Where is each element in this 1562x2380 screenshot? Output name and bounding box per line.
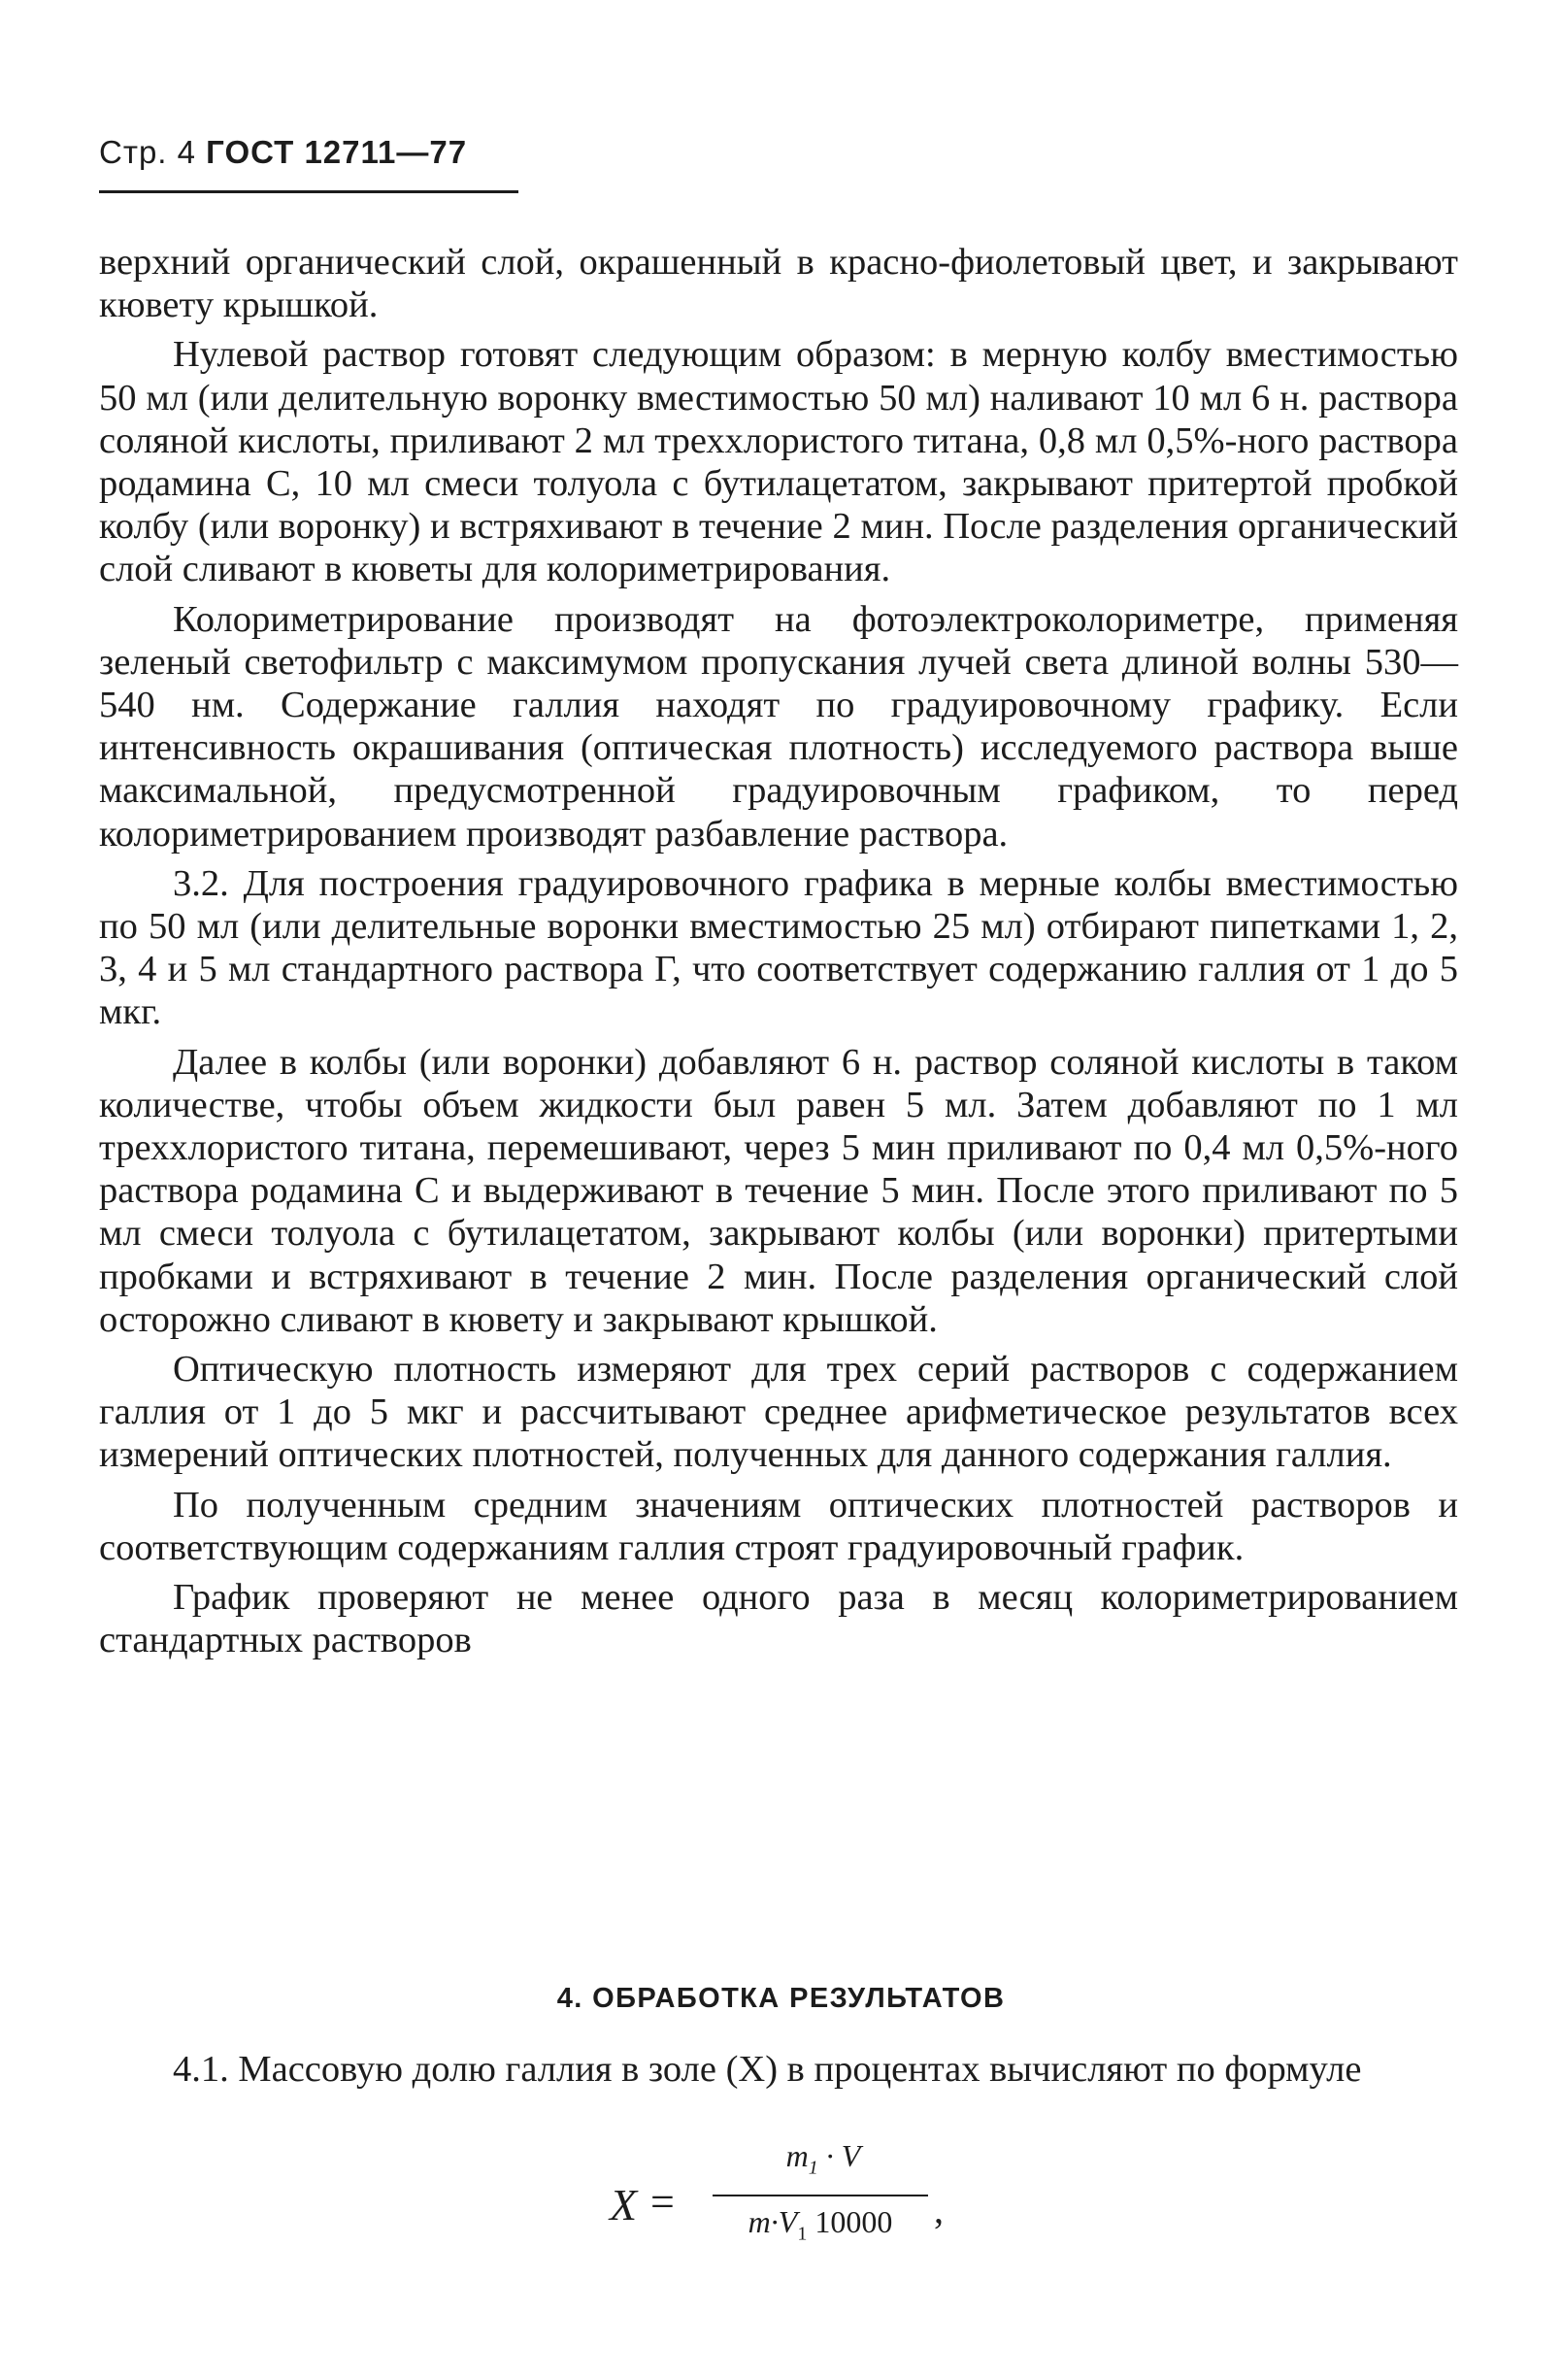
formula-denominator xyxy=(713,2204,928,2245)
formula-num-m: m xyxy=(785,2138,809,2173)
paragraph-3-2: 3.2. Для построения градуировочного графика в мерные колбы вместимостью по 50 мл (или делительные воронки вместимостью 25 мл) отбирают пипетками 1, 2, 3, 4 и 5 мл стандартного раствора Г, что соответствует содержанию галлия от 1 до 5 мкг. xyxy=(99,862,1458,1033)
formula-den-m: m·V xyxy=(748,2204,798,2239)
formula-lhs: X xyxy=(610,2180,638,2229)
page-header xyxy=(99,134,467,171)
formula-den-rest: 10000 xyxy=(807,2204,893,2239)
paragraph-calibration: По полученным средним значениям оптических плотностей растворов и соответствующим содержаниям галлия строят градуировочный график. xyxy=(99,1484,1458,1568)
body-text xyxy=(99,241,1458,1662)
paragraph-further: Далее в колбы (или воронки) добавляют 6 н. раствор соляной кислоты в таком количестве, чтобы объем жидкости был равен 5 мл. Затем добавляют по 1 мл треххлористого титана, перемешивают, через 5 мин приливают по 0,4 мл 0,5%-ного раствора родамина С и выдерживают в течение 5 мин. После этого приливают по 5 мл смеси толуола с бутилацетатом, закрывают колбы (или воронки) притертыми пробками и встряхивают в течение 2 мин. После разделения органический слой осторожно сливают в кювету и закрывают крышкой. xyxy=(99,1041,1458,1340)
paragraph-colorimetry: Колориметрирование производят на фотоэлектроколориметре, применяя зеленый светофильтр с максимумом пропускания лучей света длиной волны 530—540 нм. Содержание галлия находят по градуировочному графику. Если интенсивность окрашивания (оптическая плотность) исследуемого раствора выше максимальной, предусмотренной градуировочным графиком, то перед колориметрированием производят разбавление раствора. xyxy=(99,598,1458,855)
standard-number: ГОСТ 12711—77 xyxy=(206,134,468,170)
paragraph-continuation: верхний органический слой, окрашенный в красно-фиолетовый цвет, и закрывают кювету крышкой. xyxy=(99,242,1458,326)
paragraph-check: График проверяют не менее одного раза в месяц колориметрированием стандартных растворов xyxy=(99,1577,1458,1661)
paragraph-zero-solution: Нулевой раствор готовят следующим образом: в мерную колбу вместимостью 50 мл (или делительную воронку вместимостью 50 мл) наливают 10 мл 6 н. раствора соляной кислоты, приливают 2 мл треххлористого титана, 0,8 мл 0,5%-ного раствора родамина С, 10 мл смеси толуола с бутилацетатом, закрывают притертой пробкой колбу (или воронку) и встряхивают в течение 2 мин. После разделения органический слой сливают в кюветы для колориметрирования. xyxy=(99,334,1458,590)
formula-numerator xyxy=(746,2138,901,2179)
page-number: Стр. 4 xyxy=(99,134,196,170)
formula-num-sub: 1 xyxy=(808,2157,818,2179)
formula-equals: = xyxy=(650,2178,675,2226)
formula-comma: , xyxy=(934,2188,944,2231)
paragraph-optical-density: Оптическую плотность измеряют для трех серий растворов с содержанием галлия от 1 до 5 мкг и рассчитывают среднее арифметическое результатов всех измерений оптических плотностей, полученных для данного содержания галлия. xyxy=(99,1349,1458,1476)
formula-num-rest: · V xyxy=(817,2138,861,2173)
paragraph-4-1: 4.1. Массовую долю галлия в золе (X) в процентах вычисляют по формуле xyxy=(173,2049,1362,2090)
header-rule xyxy=(99,190,518,193)
formula-den-sub: 1 xyxy=(797,2223,808,2245)
formula xyxy=(610,2138,979,2264)
formula-fraction-bar xyxy=(713,2195,928,2196)
section-title: 4. ОБРАБОТКА РЕЗУЛЬТАТОВ xyxy=(556,1983,1006,2014)
